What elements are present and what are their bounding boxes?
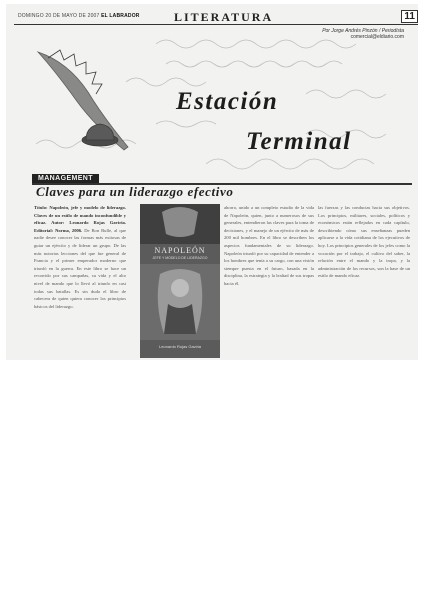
section-tag: MANAGEMENT xyxy=(32,174,99,183)
book-author: Leonardo Rojas Gaviria xyxy=(158,344,202,349)
newspaper-name: EL LABRADOR xyxy=(101,13,140,19)
issue-date: DOMINGO 20 DE MAYO DE 2007 xyxy=(18,13,100,19)
column-1-body: De Bon Bulle, al que nadie desee conocer las formas más exitosas de guiar un ejército y de liderar un grupo. De las más notorias lecciones del que fue general de Francia y el primer emperador moderno que triunfó en la guerra. En este libro se hace un recorrido por sus campañas, su vida y el alto nivel de mando que lo llevó al triunfo en casi todas sus batallas. Es sin duda el libro de cabecera de quien quiera conocer los principios básicos del liderazgo. xyxy=(34,227,126,309)
article-column-1 xyxy=(34,204,126,360)
book-info: Título: Napoleón, jefe y modelo de liderazgo. Claves de un estilo de mando inconfundible y eficaz. Autor: Leonardo Rojas Gaviria. Editorial: Norma, 2006. xyxy=(34,205,126,233)
newspaper-clipping xyxy=(6,4,418,360)
column-title-line-1: Estación xyxy=(176,88,279,115)
section-title: LITERATURA xyxy=(174,10,274,24)
article-column-3: las fuerzas y las conductas hacia sus objetivos. Los principios, militares, sociales, políticos y económicos están reflejados en cada capítulo, describiendo cómo sus enseñanzas pueden aplicarse a la vida cotidiana de los ejecutivos de hoy. Los principios generales de los jefes como la vocación por el trabajo, el cultivo del saber, la relación entre el mando y la tropa, y la administración de los recursos, son la base de un estilo de mando eficaz. xyxy=(318,205,410,279)
article-column-2: ahorro, unido a un completo estudio de la vida de Napoleón, quien, junto a numerosos de sus generales, entendieron las claves para la toma de decisiones, y el manejo de un ejército de más de 200 mil hombres. En el libro se describen los aspectos fundamentales de su liderazgo. Napoleón triunfó por su capacidad de entender a los hombres que tenía a su cargo, con una visión siempre puesta en el futuro, basada en la disciplina, la estrategia y la lealtad de sus tropas hacia él. xyxy=(224,205,314,286)
byline-email: comercial@eldiario.com xyxy=(350,34,404,40)
header-date xyxy=(18,13,140,19)
book-subtitle: JEFE Y MODELO DE LIDERAZGO xyxy=(152,256,208,260)
article-headline: Claves para un liderazgo efectivo xyxy=(36,184,234,199)
page-header xyxy=(14,10,418,25)
quill-inkwell-illustration xyxy=(28,32,138,152)
book-title: NAPOLEÓN xyxy=(154,246,206,255)
page-number: 11 xyxy=(401,10,418,23)
byline-author: Por Jorge Andrés Pinzón / Periodista xyxy=(322,28,404,34)
napoleon-portrait xyxy=(140,204,220,358)
book-cover-image xyxy=(140,204,220,358)
column-title-line-2: Terminal xyxy=(246,128,352,155)
